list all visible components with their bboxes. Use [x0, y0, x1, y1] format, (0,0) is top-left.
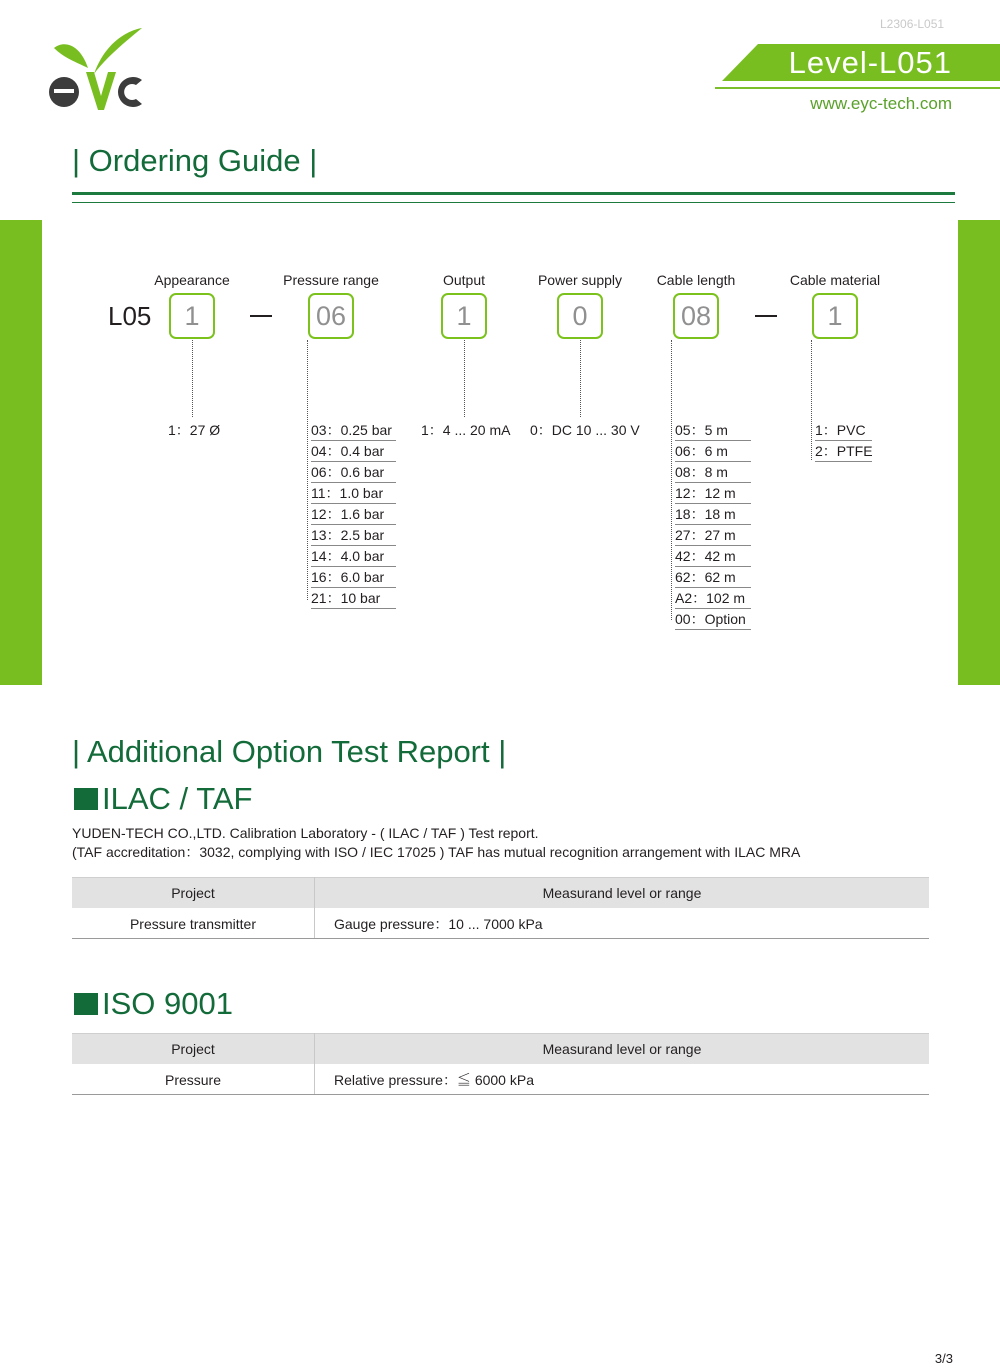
ilac-description-line-1: YUDEN-TECH CO.,LTD. Calibration Laboratory - ( ILAC / TAF ) Test report. [72, 825, 539, 841]
list-item: A2：102 m [675, 589, 751, 609]
list-item: 18：18 m [675, 505, 751, 525]
code-box-output: 1 [441, 293, 487, 339]
list-item: 12：1.6 bar [311, 505, 396, 525]
field-label-appearance: Appearance [154, 272, 230, 288]
ilac-heading [74, 780, 252, 818]
leader-line-appearance [192, 340, 193, 417]
ilac-table [72, 877, 929, 939]
list-item: 2：PTFE [815, 442, 872, 462]
list-item: 13：2.5 bar [311, 526, 396, 546]
option-list-cable-length [675, 421, 751, 631]
ilac-description-line-2: (TAF accreditation：3032, complying with ISO / IEC 17025 ) TAF has mutual recognition arrangement with ILAC MRA [72, 844, 801, 860]
ordering-guide-title: | Ordering Guide | [72, 143, 318, 178]
field-label-cable-material: Cable material [789, 272, 881, 288]
test-report-title: | Additional Option Test Report | [72, 734, 507, 769]
code-separator-dash [755, 315, 777, 317]
product-banner [722, 44, 1000, 81]
column-header-project: Project [72, 878, 315, 909]
title-rule-thick [72, 192, 955, 195]
field-label-pressure-range: Pressure range [283, 272, 379, 288]
heading-square-marker [74, 788, 98, 810]
list-item: 05：5 m [675, 421, 751, 441]
column-header-measurand: Measurand level or range [315, 1034, 930, 1065]
table-cell-project: Pressure transmitter [72, 909, 315, 939]
website-link[interactable]: www.eyc-tech.com [810, 94, 952, 113]
field-label-output: Output [442, 272, 486, 288]
code-box-appearance: 1 [169, 293, 215, 339]
field-label-cable-length: Cable length [656, 272, 736, 288]
leader-line-cable-length [671, 340, 672, 620]
list-item: 27：27 m [675, 526, 751, 546]
list-item: 06：0.6 bar [311, 463, 396, 483]
iso-heading-text: ISO 9001 [102, 986, 233, 1021]
column-header-project: Project [72, 1034, 315, 1065]
table-cell-measurand: Gauge pressure：10 ... 7000 kPa [315, 909, 930, 939]
table-header-row [72, 878, 929, 909]
table-cell-project: Pressure [72, 1065, 315, 1095]
option-list-pressure-range [311, 421, 396, 610]
banner-underline [715, 87, 1000, 89]
list-item: 21：10 bar [311, 589, 396, 609]
list-item: 1：PVC [815, 421, 872, 441]
table-header-row [72, 1034, 929, 1065]
ilac-heading-text: ILAC / TAF [102, 781, 253, 816]
heading-square-marker [74, 993, 98, 1015]
list-item: 62：62 m [675, 568, 751, 588]
code-box-cable-length: 08 [673, 293, 719, 339]
list-item: 11：1.0 bar [311, 484, 396, 504]
code-box-power-supply: 0 [557, 293, 603, 339]
right-accent-bar [958, 220, 1000, 685]
list-item: 00：Option [675, 610, 751, 630]
option-power-supply: 0：DC 10 ... 30 V [530, 422, 640, 438]
eyc-logo [46, 26, 146, 116]
option-list-cable-material [815, 421, 872, 463]
list-item: 14：4.0 bar [311, 547, 396, 567]
table-row [72, 1065, 929, 1095]
list-item: 06：6 m [675, 442, 751, 462]
iso-heading [74, 985, 233, 1023]
leader-line-cable-material [811, 340, 812, 460]
table-cell-measurand: Relative pressure：≦ 6000 kPa [315, 1065, 930, 1095]
iso-table [72, 1033, 929, 1095]
page-number: 3/3 [934, 1351, 953, 1366]
model-prefix: L05 [108, 301, 152, 331]
column-header-measurand: Measurand level or range [315, 878, 930, 909]
field-label-power-supply: Power supply [537, 272, 623, 288]
list-item: 03：0.25 bar [311, 421, 396, 441]
code-separator-dash [250, 315, 272, 317]
leader-line-pressure-range [307, 340, 308, 600]
list-item: 12：12 m [675, 484, 751, 504]
list-item: 04：0.4 bar [311, 442, 396, 462]
list-item: 16：6.0 bar [311, 568, 396, 588]
list-item: 42：42 m [675, 547, 751, 567]
left-accent-bar [0, 220, 42, 685]
leader-line-power-supply [580, 340, 581, 417]
product-title: Level-L051 [788, 45, 952, 80]
leader-line-output [464, 340, 465, 417]
document-code: L2306-L051 [880, 17, 945, 31]
code-box-pressure-range: 06 [308, 293, 354, 339]
title-rule-thin [72, 202, 955, 203]
option-appearance: 1：27 Ø [168, 422, 221, 438]
list-item: 08：8 m [675, 463, 751, 483]
table-row [72, 909, 929, 939]
code-box-cable-material: 1 [812, 293, 858, 339]
option-output: 1：4 ... 20 mA [421, 422, 511, 438]
